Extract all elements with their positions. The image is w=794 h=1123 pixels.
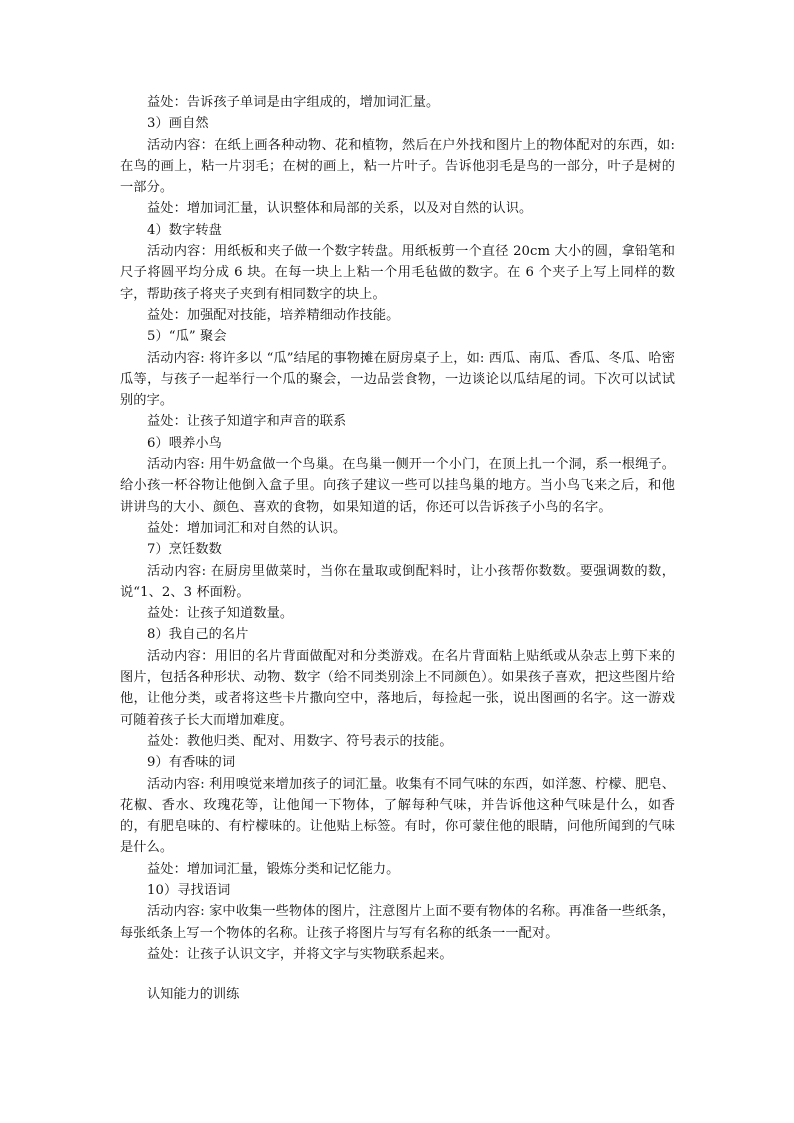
item-heading: 7）烹饪数数 <box>147 542 222 558</box>
item-heading: 10）寻找语词 <box>147 882 231 898</box>
paragraph: 活动内容: 将许多以 “瓜”结尾的事物摊在厨房桌子上，如: 西瓜、南瓜、香瓜、冬瓜、哈密瓜等，与孩子一起举行一个瓜的聚会，一边品尝食物，一边谈论以瓜结尾的词。下次可以试试别的字。 <box>120 350 675 409</box>
paragraph: 益处：让孩子知道字和声音的联系 <box>147 414 347 430</box>
item-heading: 5）“瓜” 聚会 <box>147 329 227 345</box>
section-title: 认知能力的训练 <box>147 987 240 1003</box>
paragraph: 益处：教他归类、配对、用数字、符号表示的技能。 <box>147 733 453 749</box>
paragraph: 活动内容: 利用嗅觉来增加孩子的词汇量。收集有不同气味的东西，如洋葱、柠檬、肥皂、花椒、香水、玫瑰花等，让他闻一下物体，了解每种气味，并告诉他这种气味是什么，如香的，有肥皂味的、有柠檬味的。让他贴上标签。有时，你可蒙住他的眼睛，问他所闻到的气味是什么。 <box>120 776 675 856</box>
item-heading: 6）喂养小鸟 <box>147 435 222 451</box>
paragraph: 益处：让孩子认识文字，并将文字与实物联系起来。 <box>147 946 453 962</box>
item-heading: 4）数字转盘 <box>147 222 222 238</box>
paragraph: 益处：让孩子知道数量。 <box>147 606 294 622</box>
paragraph: 益处：加强配对技能，培养精细动作技能。 <box>147 307 400 323</box>
paragraph: 益处：增加词汇量，锻炼分类和记忆能力。 <box>147 861 400 877</box>
item-heading: 9）有香味的词 <box>147 755 236 771</box>
paragraph: 活动内容: 在厨房里做菜时，当你在量取或倒配料时，让小孩帮你数数。要强调数的数，说“1、2、3 杯面粉。 <box>120 563 675 600</box>
item-heading: 3）画自然 <box>147 116 209 132</box>
paragraph: 益处：增加词汇量，认识整体和局部的关系，以及对自然的认识。 <box>147 201 533 217</box>
paragraph: 益处：告诉孩子单词是由字组成的，增加词汇量。 <box>147 95 440 110</box>
document-page <box>120 92 675 1005</box>
paragraph: 活动内容: 用牛奶盒做一个鸟巢。在鸟巢一侧开一个小门，在顶上扎一个洞，系一根绳子。给小孩一杯谷物让他倒入盒子里。向孩子建议一些可以挂鸟巢的地方。当小鸟飞来之后，和他讲讲鸟的大小、颜色、喜欢的食物，如果知道的话，你还可以告诉孩子小鸟的名字。 <box>120 457 675 515</box>
paragraph: 活动内容：用旧的名片背面做配对和分类游戏。在名片背面粘上贴纸或从杂志上剪下来的图片，包括各种形状、动物、数字（给不同类别涂上不同颜色）。如果孩子喜欢，把这些图片给他，让他分类，或者将这些卡片撒向空中，落地后，每捡起一张，说出图画的名字。这一游戏可随着孩子长大而增加难度。 <box>120 648 675 728</box>
paragraph: 活动内容：在纸上画各种动物、花和植物，然后在户外找和图片上的物体配对的东西，如: 在鸟的画上，粘一片羽毛；在树的画上，粘一片叶子。告诉他羽毛是鸟的一部分，叶子是树的一部分。 <box>120 137 675 196</box>
paragraph: 活动内容：用纸板和夹子做一个数字转盘。用纸板剪一个直径 20cm 大小的圆，拿铅笔和尺子将圆平均分成 6 块。在每一块上上粘一个用毛毡做的数字。在 6 个夹子上写上同样的数字，帮助孩子将夹子夹到有相同数字的块上。 <box>120 244 675 302</box>
paragraph: 活动内容: 家中收集一些物体的图片，注意图片上面不要有物体的名称。再准备一些纸条，每张纸条上写一个物体的名称。让孩子将图片与写有名称的纸条一一配对。 <box>120 904 675 941</box>
paragraph: 益处：增加词汇和对自然的认识。 <box>147 520 347 536</box>
item-heading: 8）我自己的名片 <box>147 627 249 643</box>
